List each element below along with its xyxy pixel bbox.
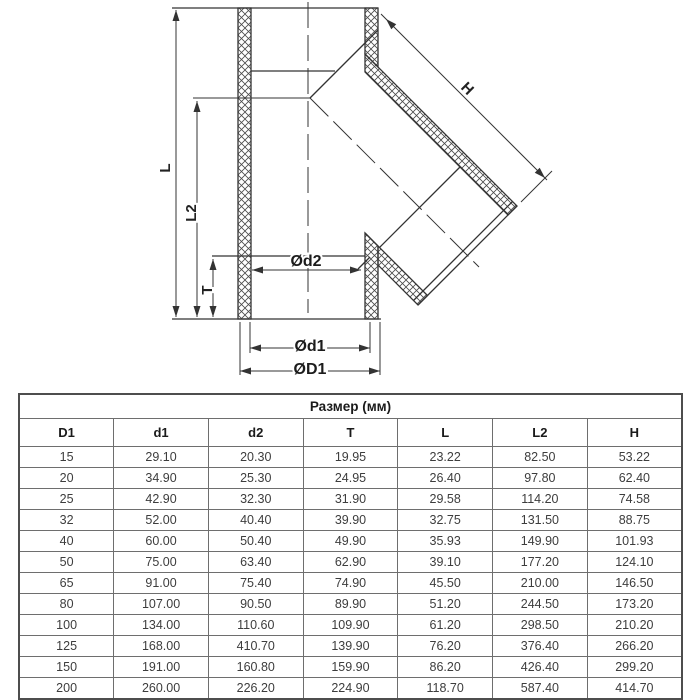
table-cell: 226.20 <box>208 678 303 700</box>
table-cell: 40 <box>19 531 114 552</box>
table-cell: 32.75 <box>398 510 493 531</box>
table-cell: 42.90 <box>114 489 209 510</box>
table-cell: 49.90 <box>303 531 398 552</box>
table-cell: 224.90 <box>303 678 398 700</box>
table-cell: 61.20 <box>398 615 493 636</box>
table-cell: 65 <box>19 573 114 594</box>
table-cell: 82.50 <box>493 447 588 468</box>
table-cell: 426.40 <box>493 657 588 678</box>
dim-label-d1: Ød1 <box>294 338 326 355</box>
table-row <box>19 573 682 594</box>
table-cell: 52.00 <box>114 510 209 531</box>
table-cell: 86.20 <box>398 657 493 678</box>
table-cell: 376.40 <box>493 636 588 657</box>
table-row <box>19 657 682 678</box>
table-cell: 60.00 <box>114 531 209 552</box>
table-row <box>19 489 682 510</box>
table-cell: 191.00 <box>114 657 209 678</box>
size-table <box>18 393 683 700</box>
table-cell: 34.90 <box>114 468 209 489</box>
table-cell: 91.00 <box>114 573 209 594</box>
pipe-body <box>172 8 517 319</box>
table-cell: 62.90 <box>303 552 398 573</box>
table-cell: 25.30 <box>208 468 303 489</box>
table-cell: 32.30 <box>208 489 303 510</box>
table-row <box>19 531 682 552</box>
table-cell: 150 <box>19 657 114 678</box>
dim-label-D1: ØD1 <box>293 361 327 378</box>
table-cell: 298.50 <box>493 615 588 636</box>
table-cell: 149.90 <box>493 531 588 552</box>
table-cell: 20 <box>19 468 114 489</box>
table-cell: 125 <box>19 636 114 657</box>
table-cell: 75.40 <box>208 573 303 594</box>
table-cell: 15 <box>19 447 114 468</box>
column-header: L <box>398 419 493 447</box>
dim-label-L: L <box>157 163 174 173</box>
table-cell: 110.60 <box>208 615 303 636</box>
table-row <box>19 678 682 700</box>
table-cell: 74.58 <box>587 489 682 510</box>
dim-label-T: T <box>199 285 216 295</box>
ext-line-H <box>521 171 552 202</box>
table-row <box>19 468 682 489</box>
table-cell: 63.40 <box>208 552 303 573</box>
table-row <box>19 594 682 615</box>
table-cell: 587.40 <box>493 678 588 700</box>
table-cell: 32 <box>19 510 114 531</box>
left-wall <box>238 8 251 319</box>
table-cell: 299.20 <box>587 657 682 678</box>
table-cell: 200 <box>19 678 114 700</box>
column-header: D1 <box>19 419 114 447</box>
table-cell: 101.93 <box>587 531 682 552</box>
table-cell: 134.00 <box>114 615 209 636</box>
table-cell: 39.10 <box>398 552 493 573</box>
table-cell: 31.90 <box>303 489 398 510</box>
table-cell: 168.00 <box>114 636 209 657</box>
dim-label-d2: Ød2 <box>290 253 322 270</box>
table-cell: 23.22 <box>398 447 493 468</box>
table-cell: 19.95 <box>303 447 398 468</box>
bottom-right-wall <box>365 233 378 319</box>
table-cell: 109.90 <box>303 615 398 636</box>
dim-label-H: H <box>457 78 478 99</box>
table-cell: 50 <box>19 552 114 573</box>
table-cell: 50.40 <box>208 531 303 552</box>
column-header: L2 <box>493 419 588 447</box>
table-cell: 410.70 <box>208 636 303 657</box>
table-cell: 146.50 <box>587 573 682 594</box>
table-cell: 53.22 <box>587 447 682 468</box>
column-header: d1 <box>114 419 209 447</box>
table-cell: 40.40 <box>208 510 303 531</box>
column-header: T <box>303 419 398 447</box>
table-cell: 159.90 <box>303 657 398 678</box>
table-row <box>19 510 682 531</box>
table-cell: 177.20 <box>493 552 588 573</box>
table-cell: 74.90 <box>303 573 398 594</box>
table-row <box>19 552 682 573</box>
table-cell: 210.00 <box>493 573 588 594</box>
table-cell: 124.10 <box>587 552 682 573</box>
table-cell: 29.10 <box>114 447 209 468</box>
table-title-row <box>19 394 682 419</box>
table-cell: 131.50 <box>493 510 588 531</box>
table-cell: 173.20 <box>587 594 682 615</box>
table-cell: 24.95 <box>303 468 398 489</box>
table-cell: 210.20 <box>587 615 682 636</box>
dim-label-L2: L2 <box>183 204 200 222</box>
table-cell: 88.75 <box>587 510 682 531</box>
table-cell: 26.40 <box>398 468 493 489</box>
table-cell: 97.80 <box>493 468 588 489</box>
table-cell: 114.20 <box>493 489 588 510</box>
table-cell: 76.20 <box>398 636 493 657</box>
table-header-row <box>19 419 682 447</box>
table-cell: 39.90 <box>303 510 398 531</box>
table-cell: 75.00 <box>114 552 209 573</box>
table-cell: 20.30 <box>208 447 303 468</box>
table-cell: 62.40 <box>587 468 682 489</box>
table-cell: 35.93 <box>398 531 493 552</box>
table-row <box>19 615 682 636</box>
table-cell: 100 <box>19 615 114 636</box>
column-header: H <box>587 419 682 447</box>
table-cell: 260.00 <box>114 678 209 700</box>
table-cell: 51.20 <box>398 594 493 615</box>
table-cell: 107.00 <box>114 594 209 615</box>
table-row <box>19 636 682 657</box>
table-title: Размер (мм) <box>19 394 682 419</box>
branch-centerline <box>310 98 479 267</box>
table-cell: 45.50 <box>398 573 493 594</box>
table-row <box>19 447 682 468</box>
table-cell: 244.50 <box>493 594 588 615</box>
table-cell: 139.90 <box>303 636 398 657</box>
table-cell: 29.58 <box>398 489 493 510</box>
table-cell: 90.50 <box>208 594 303 615</box>
table-cell: 266.20 <box>587 636 682 657</box>
branch-upper-wall <box>365 54 517 215</box>
column-header: d2 <box>208 419 303 447</box>
table-cell: 80 <box>19 594 114 615</box>
table-cell: 160.80 <box>208 657 303 678</box>
table-cell: 118.70 <box>398 678 493 700</box>
table-cell: 25 <box>19 489 114 510</box>
table-cell: 89.90 <box>303 594 398 615</box>
table-cell: 414.70 <box>587 678 682 700</box>
